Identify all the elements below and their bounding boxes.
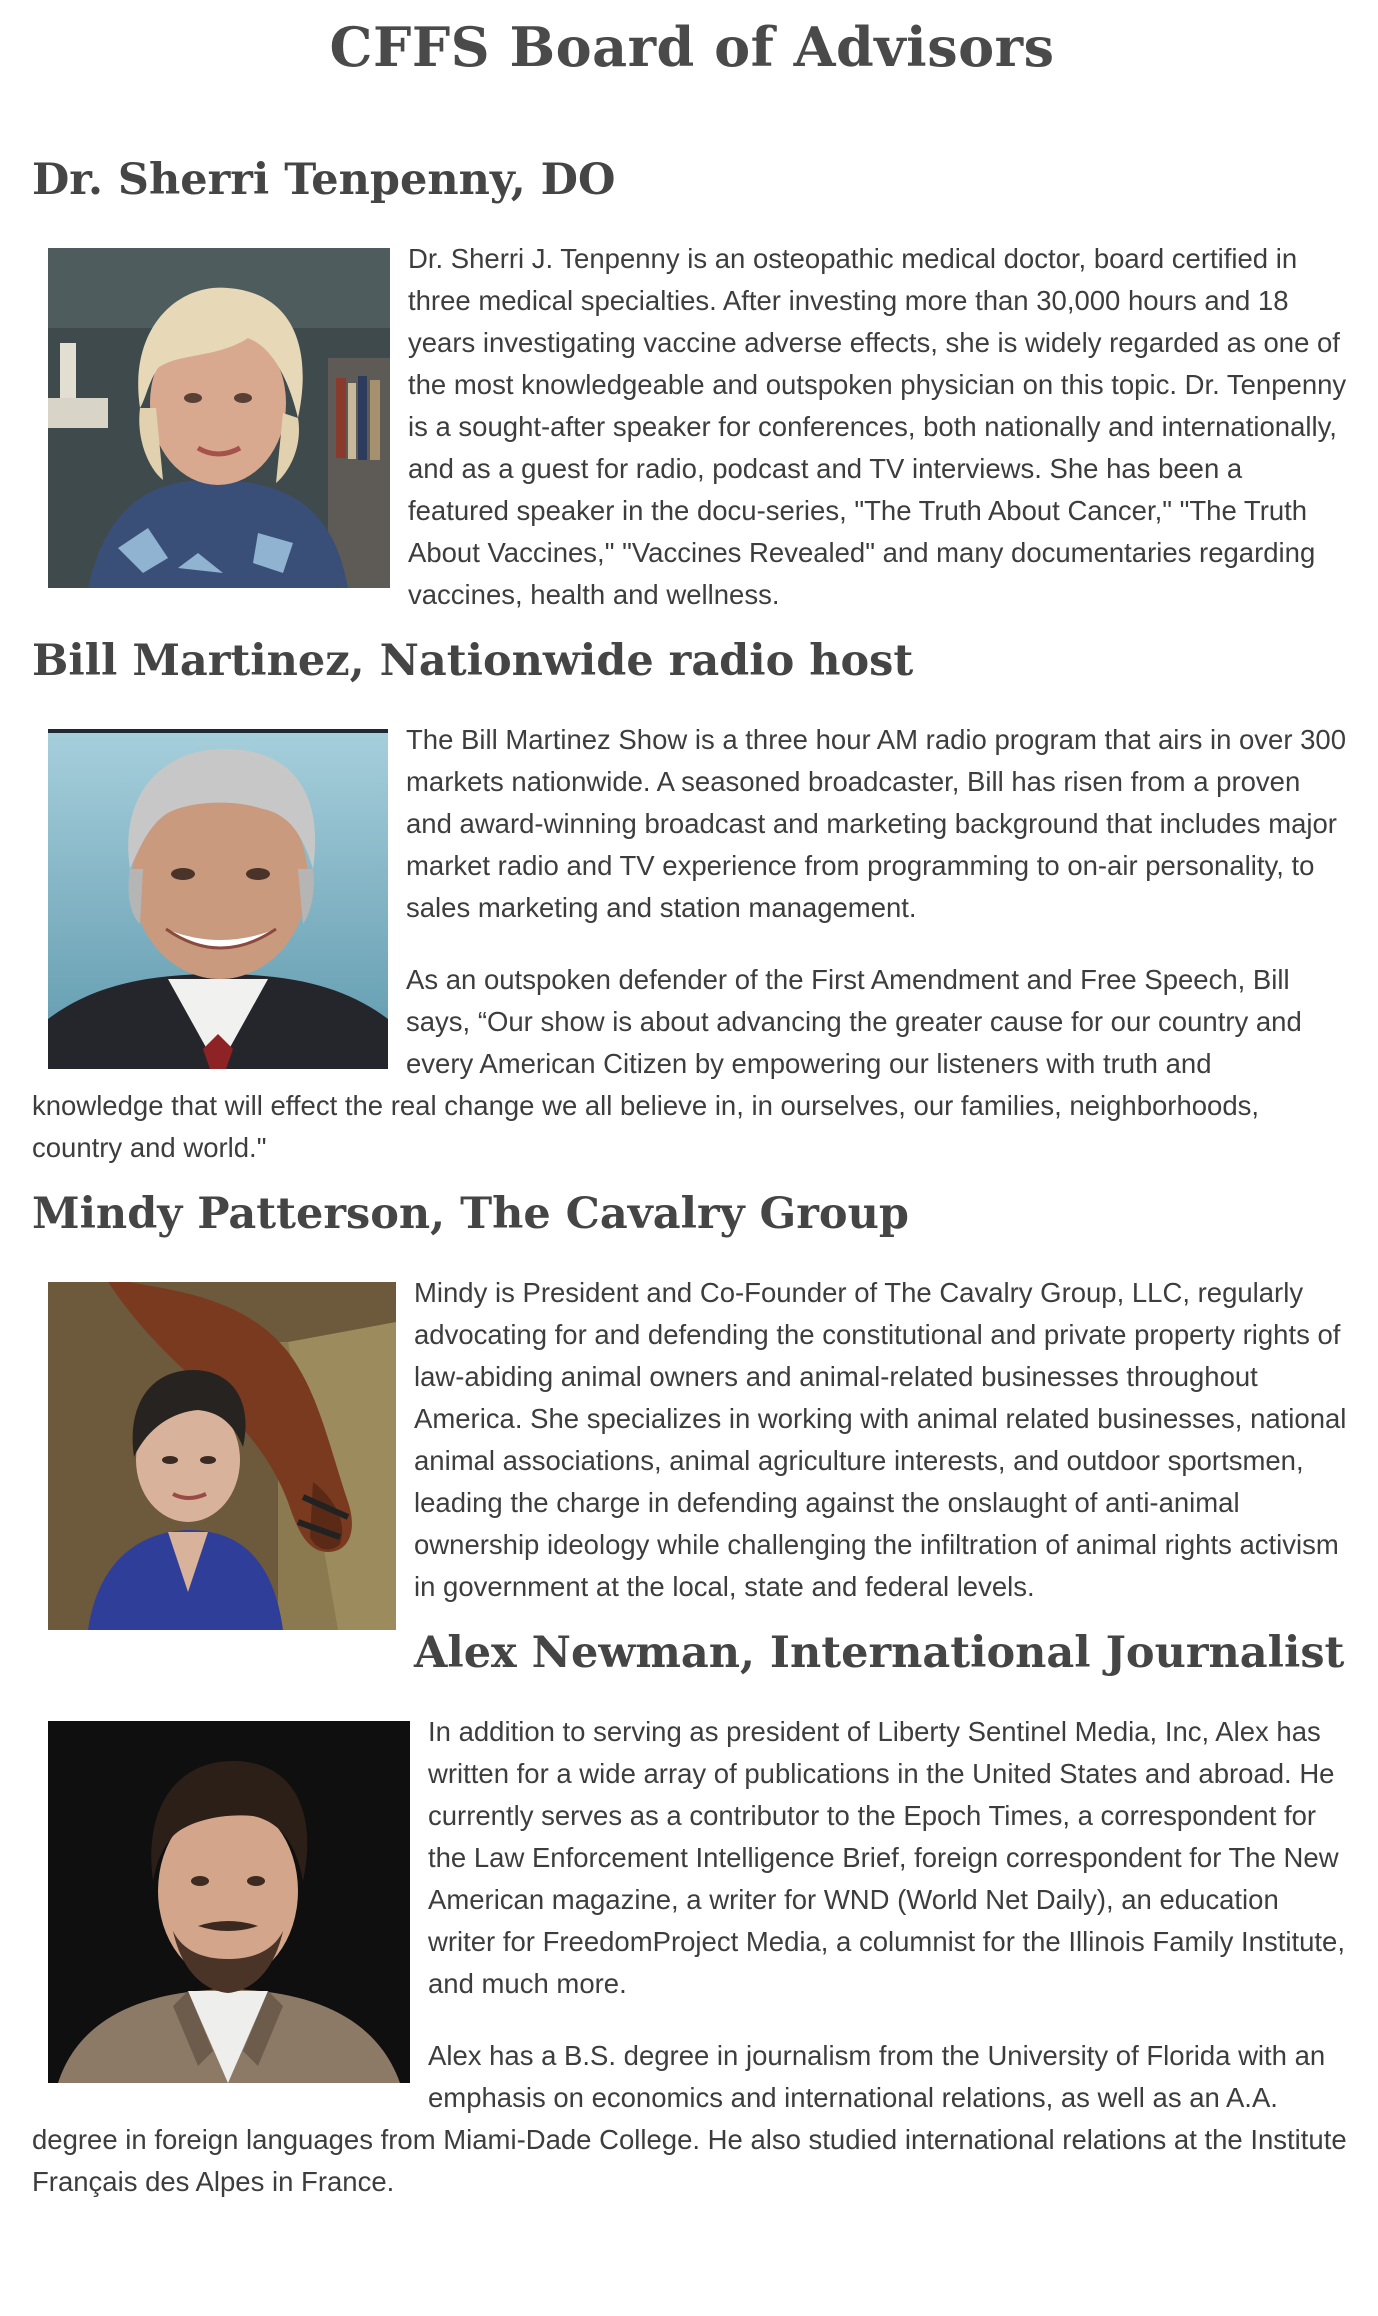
advisor-bio-paragraph: Alex has a B.S. degree in journalism from the University of Florida with an emphasis on economics and international relations, as well as an A.A. degree in foreign languages from Miami-Dade College. He also studied international relations at the Institute Français des Alpes in France. [32,2040,1347,2197]
advisor-bio-paragraph: Dr. Sherri J. Tenpenny is an osteopathic medical doctor, board certified in three medical specialties. After investing more than 30,000 hours and 18 years investigating vaccine adverse effects, she is widely regarded as one of the most knowledgeable and outspoken physician on this topic. Dr. Tenpenny is a sought-after speaker for conferences, both nationally and internationally, and as a guest for radio, podcast and TV interviews. She has been a featured speaker in the docu-series, "The Truth About Cancer," "The Truth About Vaccines," "Vaccines Revealed" and many documentaries regarding vaccines, health and wellness. [408,243,1347,610]
portrait-photo-man-beard [48,1721,410,2083]
advisor-name: Dr. Sherri Tenpenny, DO [32,155,616,205]
advisor-section-tenpenny [32,152,1352,616]
advisor-name: Mindy Patterson, The Cavalry Group [32,1189,909,1239]
advisor-photo [48,1282,396,1630]
advisor-bio [32,1711,1350,2203]
portrait-photo-woman-blonde [48,248,390,588]
portrait-photo-man-gray-hair [48,729,388,1069]
portrait-photo-woman-with-horse [48,1282,396,1630]
page-title: CFFS Board of Advisors [329,15,1055,79]
advisor-bio [32,1272,1350,1608]
advisor-photo [48,1721,410,2083]
advisor-bio [32,238,1350,616]
advisor-name: Bill Martinez, Nationwide radio host [32,636,914,686]
advisor-bio [32,719,1350,1169]
advisors-page [32,0,1352,2203]
advisor-bio-paragraph: The Bill Martinez Show is a three hour AM radio program that airs in over 300 markets nationwide. A seasoned broadcaster, Bill has risen from a proven and award-winning broadcast and marketing background that includes major market radio and TV experience from programming to on-air personality, to sales marketing and station management. [406,724,1347,923]
advisor-bio-paragraph: Mindy is President and Co-Founder of The Cavalry Group, LLC, regularly advocating for and defending the constitutional and private property rights of law-abiding animal owners and animal-related businesses throughout America. She specializes in working with animal related businesses, national animal associations, animal agriculture interests, and outdoor sportsmen, leading the charge in defending against the onslaught of anti-animal ownership ideology while challenging the infiltration of animal rights activism in government at the local, state and federal levels. [414,1277,1347,1602]
advisor-bio-paragraph: As an outspoken defender of the First Amendment and Free Speech, Bill says, “Our show is about advancing the greater cause for our country and every American Citizen by empowering our listeners with truth and knowledge that will effect the real change we all believe in, in ourselves, our families, neighborhoods, country and world." [32,964,1302,1163]
advisor-section-martinez [32,633,1352,1169]
advisor-photo [48,248,390,588]
advisor-photo [48,729,388,1069]
advisor-section-patterson [32,1186,1352,1608]
advisor-bio-paragraph: In addition to serving as president of Liberty Sentinel Media, Inc, Alex has written for a wide array of publications in the United States and abroad. He currently serves as a contributor to the Epoch Times, a correspondent for the Law Enforcement Intelligence Brief, foreign correspondent for The New American magazine, a writer for WND (World Net Daily), an education writer for FreedomProject Media, a columnist for the Illinois Family Institute, and much more. [428,1716,1345,1999]
advisor-name: Alex Newman, International Journalist [414,1628,1345,1678]
advisor-section-newman [32,1625,1352,2203]
